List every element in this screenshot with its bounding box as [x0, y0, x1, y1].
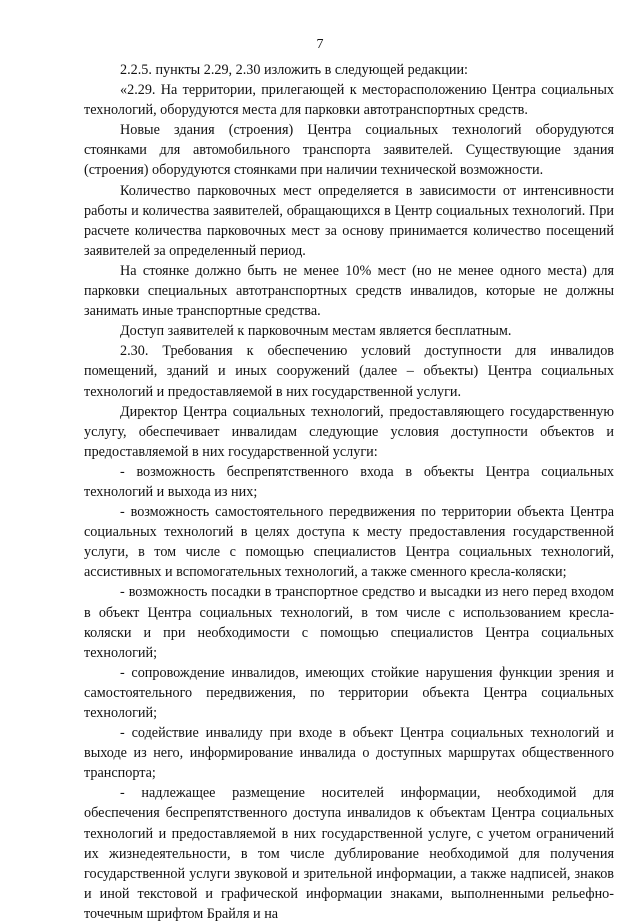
- paragraph-2-29-parking-places: «2.29. На территории, прилегающей к месторасположению Центра социальных технологий, оборудуются места для парковки автотранспортных средств.: [84, 82, 614, 119]
- paragraph-free-parking: Доступ заявителей к парковочным местам является бесплатным.: [120, 323, 512, 340]
- list-item-escort: - сопровождение инвалидов, имеющих стойкие нарушения функции зрения и самостоятельного передвижения, по территории объекта Центра социальных технологий;: [84, 664, 614, 721]
- paragraph-disabled-parking: На стоянке должно быть не менее 10% мест (но не менее одного места) для парковки специальных автотранспортных средств инвалидов, которые не должны занимать иные транспортные средства.: [84, 262, 614, 320]
- list-item-assistance: - содействие инвалиду при входе в объект Центра социальных технологий и выходе из него, информирование инвалида о доступных маршрутах общественного транспорта;: [84, 725, 614, 782]
- list-item-boarding: - возможность посадки в транспортное средство и высадки из него перед входом в объект Центра социальных технологий, в том числе с использованием кресла-коляски и при необходимости с помощью специалистов Центра социальных технологий;: [84, 584, 614, 661]
- list-item-movement: - возможность самостоятельного передвижения по территории объекта Центра социальных технологий в целях доступа к месту предоставления государственной услуги, в том числе с помощью специалистов Центра социальных технологий, ассистивных и вспомогательных технологий, а также сменного кресла-коляски;: [84, 504, 614, 581]
- list-item-entry-exit: - возможность беспрепятственного входа в объекты Центра социальных технологий и выхода из них;: [84, 463, 614, 500]
- paragraph-amendment-intro: 2.2.5. пункты 2.29, 2.30 изложить в следующей редакции:: [120, 62, 468, 78]
- document-body: [84, 60, 614, 924]
- paragraph-director-duties: Директор Центра социальных технологий, предоставляющего государственную услугу, обеспечивает инвалидам следующие условия доступности объектов и предоставляемой в них государственной услуги:: [84, 403, 614, 460]
- page-number: 7: [316, 37, 324, 52]
- paragraph-2-30-accessibility: 2.30. Требования к обеспечению условий доступности для инвалидов помещений, зданий и иных сооружений (далее – объекты) Центра социальных технологий и предоставляемой в них государственной услуги.: [84, 343, 614, 400]
- paragraph-new-buildings-parking: Новые здания (строения) Центра социальных технологий оборудуются стоянками для автомобильного транспорта заявителей. Существующие здания (строения) оборудуются стоянками при наличии технической возможности.: [84, 122, 614, 179]
- paragraph-parking-count: Количество парковочных мест определяется в зависимости от интенсивности работы и количества заявителей, обращающихся в Центр социальных технологий. При расчете количества парковочных мест за основу принимается количество посещений заявителей за определенный период.: [84, 182, 614, 259]
- list-item-information: - надлежащее размещение носителей информации, необходимой для обеспечения беспрепятственного доступа инвалидов к объектам Центра социальных технологий и предоставляемой в них государственной услуге, с учетом ограничений их жизнедеятельности, в том числе дублирование необходимой для получения государственной услуги звуковой и зрительной информации, а также надписей, знаков и иной текстовой и графической информации знаками, выполненными рельефно-точечным шрифтом Брайля и на: [84, 785, 614, 922]
